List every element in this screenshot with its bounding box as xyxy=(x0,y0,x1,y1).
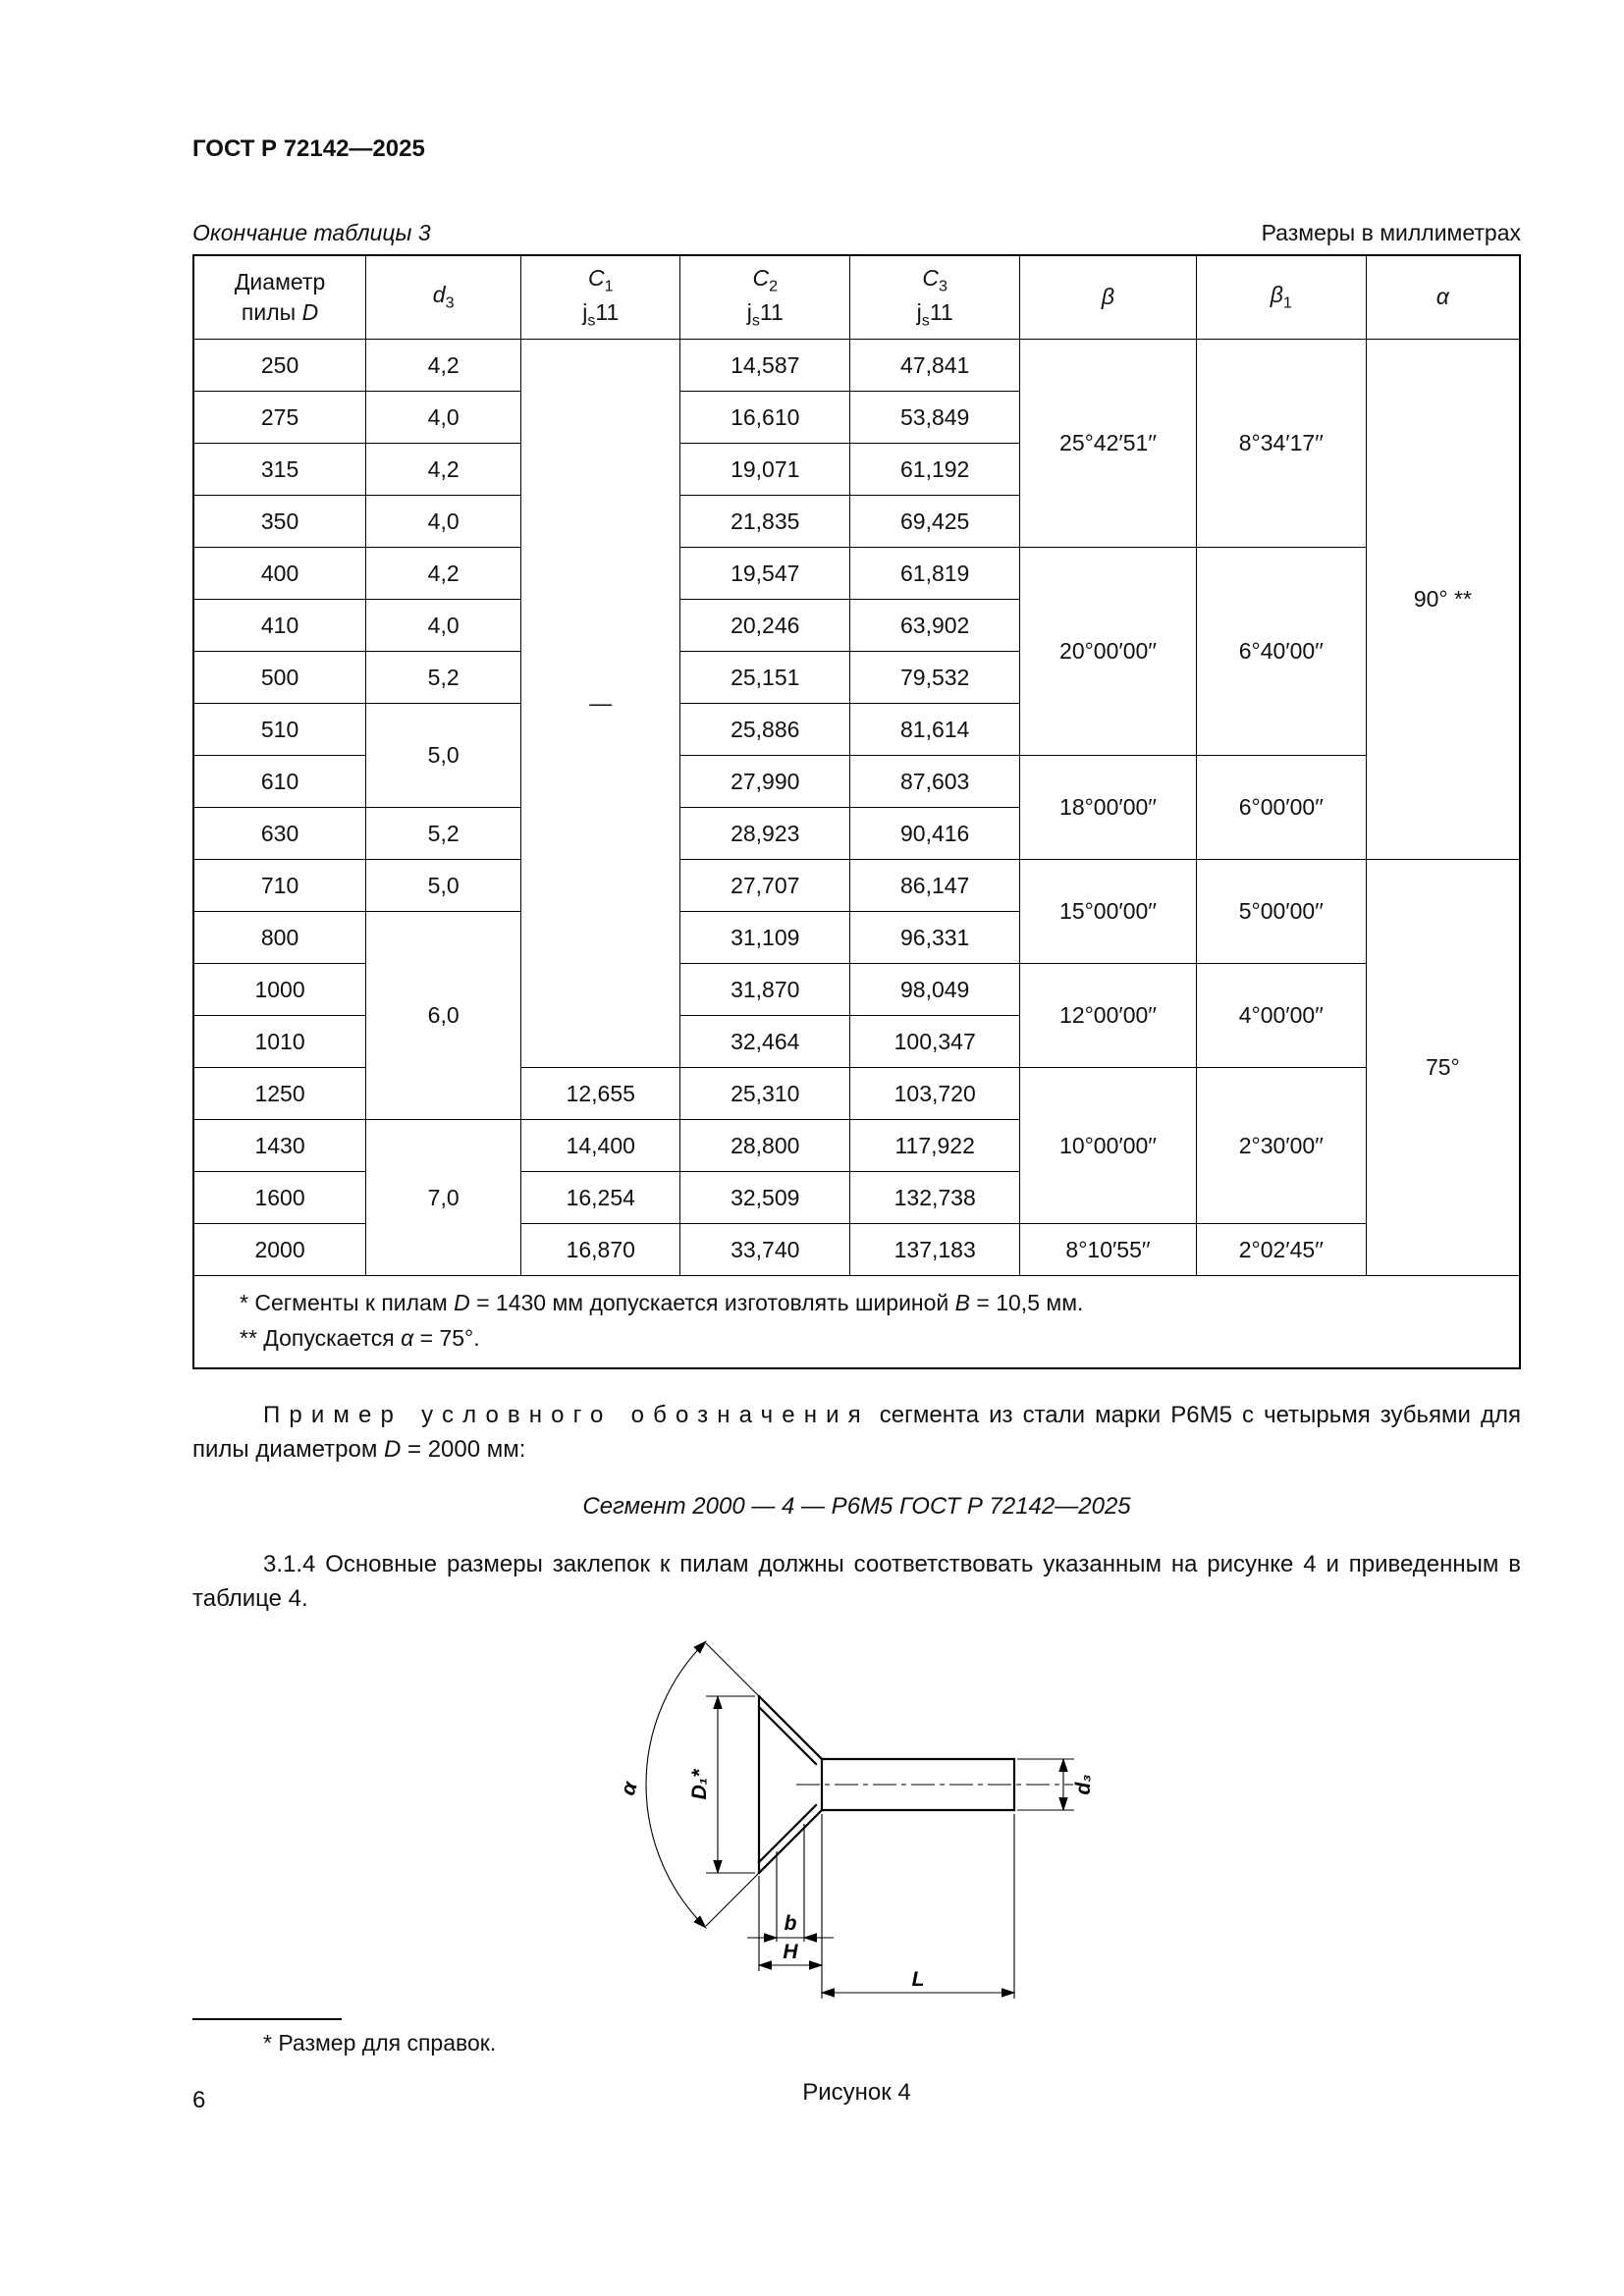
b-dimension-label: b xyxy=(784,1912,796,1936)
column-header: $d_3$ xyxy=(366,255,521,340)
table-caption-row xyxy=(192,220,1521,246)
table-cell: 710 xyxy=(193,860,366,912)
table-cell: 86,147 xyxy=(850,860,1020,912)
table-cell: 117,922 xyxy=(850,1120,1020,1172)
table-cell: 5,0 xyxy=(366,704,521,808)
table-cell: 800 xyxy=(193,912,366,964)
table-cell: 27,990 xyxy=(680,756,850,808)
table-cell: 2°30′00′′ xyxy=(1196,1068,1366,1224)
table-cell: 63,902 xyxy=(850,600,1020,652)
table-cell: 33,740 xyxy=(680,1224,850,1276)
column-header: Диаметр пилы D xyxy=(193,255,366,340)
table-cell: 12,655 xyxy=(521,1068,680,1120)
table-footnotes-cell xyxy=(193,1276,1520,1369)
table-cell: 90,416 xyxy=(850,808,1020,860)
table-cell: 315 xyxy=(193,444,366,496)
table-cell: 28,923 xyxy=(680,808,850,860)
table-cell: 400 xyxy=(193,548,366,600)
table-cell: 32,464 xyxy=(680,1016,850,1068)
footnote-rule xyxy=(192,2018,342,2020)
table-cell: 21,835 xyxy=(680,496,850,548)
table-cell: 2000 xyxy=(193,1224,366,1276)
page-content xyxy=(192,0,1521,2130)
clause-3-1-4: 3.1.4 Основные размеры заклепок к пилам должны соответствовать указанным на рисунке 4 и приведенным в таблице 4. xyxy=(192,1550,1521,1612)
table-header-row xyxy=(193,255,1520,340)
table-cell: 510 xyxy=(193,704,366,756)
table-footnote-line: ** Допускается α = 75°. xyxy=(240,1324,480,1351)
table-cell: 14,400 xyxy=(521,1120,680,1172)
table-3 xyxy=(192,254,1521,1369)
table-cell: 31,870 xyxy=(680,964,850,1016)
table-cell: 132,738 xyxy=(850,1172,1020,1224)
column-header: $C_1$ $j_s11$ xyxy=(521,255,680,340)
table-cell: 47,841 xyxy=(850,340,1020,392)
table-cell: 7,0 xyxy=(366,1120,521,1276)
rivet-drawing xyxy=(602,1628,1112,2005)
table-cell: 1430 xyxy=(193,1120,366,1172)
table-cell: 8°10′55′′ xyxy=(1020,1224,1197,1276)
table-cell: 32,509 xyxy=(680,1172,850,1224)
table-cell: 27,707 xyxy=(680,860,850,912)
table-cell: 10°00′00′′ xyxy=(1020,1068,1197,1224)
table-cell: 1000 xyxy=(193,964,366,1016)
table-cell: 14,587 xyxy=(680,340,850,392)
column-header: β xyxy=(1020,255,1197,340)
table-cell: 5,2 xyxy=(366,808,521,860)
table-cell: 410 xyxy=(193,600,366,652)
table-footnotes-row xyxy=(193,1276,1520,1369)
table-cell: 16,870 xyxy=(521,1224,680,1276)
angle-alpha-label: α xyxy=(616,1779,642,1799)
table-cell: 1010 xyxy=(193,1016,366,1068)
table-cell: 16,254 xyxy=(521,1172,680,1224)
table-cell: 79,532 xyxy=(850,652,1020,704)
table-cell: 4,2 xyxy=(366,340,521,392)
table-body xyxy=(193,340,1520,1369)
dimension-lines xyxy=(646,1642,1074,2000)
d1-dimension-label: D₁* xyxy=(687,1770,711,1800)
table-cell: 25,886 xyxy=(680,704,850,756)
table-cell: 75° xyxy=(1366,860,1520,1276)
column-header: $C_3$ $j_s11$ xyxy=(850,255,1020,340)
figure-4 xyxy=(192,1628,1521,2010)
figure-footnote: * Размер для справок. xyxy=(263,2030,497,2056)
table-cell: 100,347 xyxy=(850,1016,1020,1068)
table-cell: 90° ** xyxy=(1366,340,1520,860)
example-designation: Сегмент 2000 — 4 — Р6М5 ГОСТ Р 72142—2025 xyxy=(582,1492,1131,1520)
table-cell: 350 xyxy=(193,496,366,548)
column-header: α xyxy=(1366,255,1520,340)
table-cell: 275 xyxy=(193,392,366,444)
example-intro-paragraph xyxy=(192,1399,1521,1468)
document-header: ГОСТ Р 72142—2025 xyxy=(192,135,425,162)
table-row xyxy=(193,340,1520,392)
table-cell: 25,151 xyxy=(680,652,850,704)
table-cell: 4,0 xyxy=(366,392,521,444)
table-cell: 250 xyxy=(193,340,366,392)
example-intro-rest: сегмента из стали марки Р6М5 с четырьмя зубьями для пилы диаметром D = 2000 мм: xyxy=(192,1402,1521,1464)
table-head xyxy=(193,255,1520,340)
table-cell: 103,720 xyxy=(850,1068,1020,1120)
table-cell: 81,614 xyxy=(850,704,1020,756)
table-cell: — xyxy=(521,340,680,1068)
table-continuation-caption: Окончание таблицы 3 xyxy=(192,220,431,245)
figure-caption: Рисунок 4 xyxy=(802,2079,911,2107)
table-cell: 53,849 xyxy=(850,392,1020,444)
table-cell: 12°00′00′′ xyxy=(1020,964,1197,1068)
table-cell: 137,183 xyxy=(850,1224,1020,1276)
table-cell: 31,109 xyxy=(680,912,850,964)
l-dimension-label: L xyxy=(911,1968,924,1992)
table-cell: 15°00′00′′ xyxy=(1020,860,1197,964)
table-cell: 18°00′00′′ xyxy=(1020,756,1197,860)
table-cell: 4,0 xyxy=(366,496,521,548)
table-cell: 4,2 xyxy=(366,444,521,496)
table-footnote-line: * Сегменты к пилам D = 1430 мм допускается изготовлять шириной B = 10,5 мм. xyxy=(240,1290,1084,1315)
example-intro-spaced: Пример условного обозначения xyxy=(263,1402,870,1429)
table-cell: 19,071 xyxy=(680,444,850,496)
table-cell: 61,192 xyxy=(850,444,1020,496)
table-cell: 96,331 xyxy=(850,912,1020,964)
table-cell: 8°34′17′′ xyxy=(1196,340,1366,548)
table-cell: 28,800 xyxy=(680,1120,850,1172)
table-cell: 6°00′00′′ xyxy=(1196,756,1366,860)
table-cell: 4°00′00′′ xyxy=(1196,964,1366,1068)
table-cell: 1250 xyxy=(193,1068,366,1120)
table-units-caption: Размеры в миллиметрах xyxy=(1261,220,1521,245)
table-cell: 6,0 xyxy=(366,912,521,1120)
h-dimension-label: H xyxy=(782,1941,798,1964)
page-number: 6 xyxy=(192,2087,206,2113)
table-cell: 25,310 xyxy=(680,1068,850,1120)
column-header: $\beta_1$ xyxy=(1196,255,1366,340)
table-cell: 16,610 xyxy=(680,392,850,444)
table-row xyxy=(193,548,1520,600)
table-cell: 69,425 xyxy=(850,496,1020,548)
table-cell: 20°00′00′′ xyxy=(1020,548,1197,756)
table-cell: 5,2 xyxy=(366,652,521,704)
table-cell: 6°40′00′′ xyxy=(1196,548,1366,756)
table-cell: 630 xyxy=(193,808,366,860)
table-cell: 61,819 xyxy=(850,548,1020,600)
table-cell: 19,547 xyxy=(680,548,850,600)
table-cell: 4,2 xyxy=(366,548,521,600)
table-cell: 2°02′45′′ xyxy=(1196,1224,1366,1276)
table-cell: 610 xyxy=(193,756,366,808)
table-row xyxy=(193,860,1520,912)
d3-dimension-label: d₃ xyxy=(1071,1774,1095,1795)
table-cell: 1600 xyxy=(193,1172,366,1224)
table-cell: 25°42′51′′ xyxy=(1020,340,1197,548)
column-header: $C_2$ $j_s11$ xyxy=(680,255,850,340)
table-cell: 5,0 xyxy=(366,860,521,912)
table-cell: 20,246 xyxy=(680,600,850,652)
table-cell: 4,0 xyxy=(366,600,521,652)
table-cell: 500 xyxy=(193,652,366,704)
table-cell: 5°00′00′′ xyxy=(1196,860,1366,964)
table-cell: 98,049 xyxy=(850,964,1020,1016)
table-cell: 87,603 xyxy=(850,756,1020,808)
